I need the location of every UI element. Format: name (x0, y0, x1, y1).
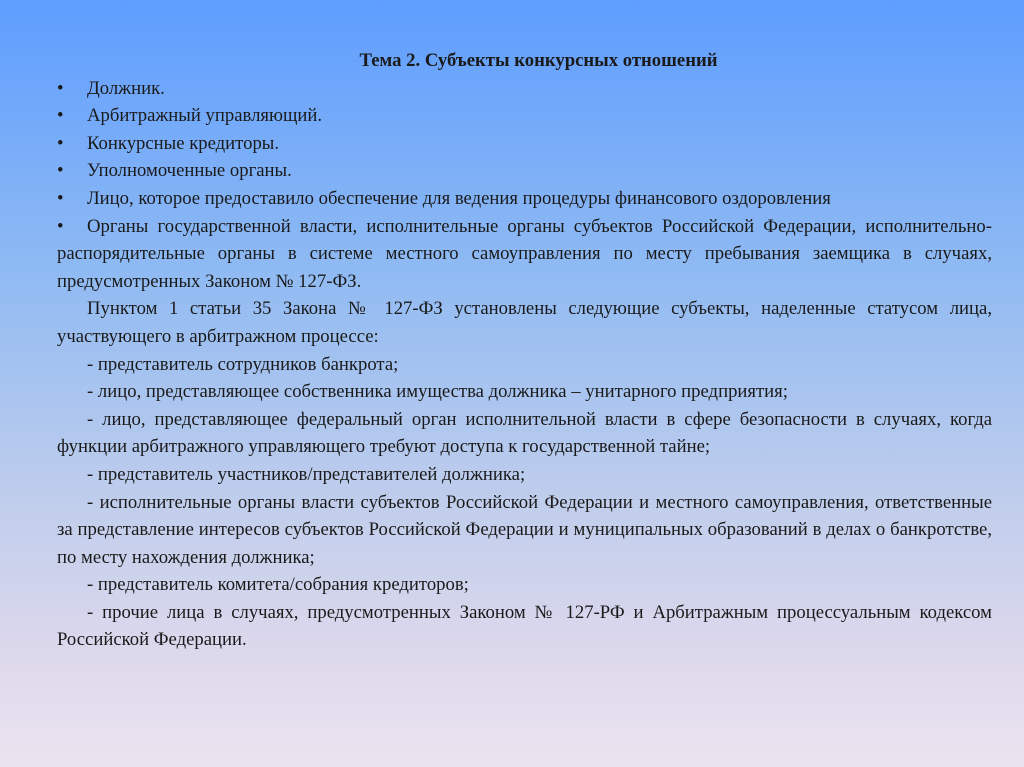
bullet-item-wrapped (57, 213, 992, 296)
dash-item: - лицо, представляющее федеральный орган исполнительной власти в сфере безопасности в случаях, когда функции арбитражного управляющего требуют доступа к государственной тайне; (57, 408, 992, 458)
dash-item: - лицо, представляющее собственника имущества должника – унитарного предприятия; (87, 381, 788, 403)
bullet-marker: • (57, 132, 64, 154)
bullet-text: Конкурсные кредиторы. (87, 132, 280, 154)
bullet-marker: • (57, 187, 64, 209)
slide-content (57, 47, 992, 654)
bullet-item (57, 102, 992, 130)
bullet-text: Органы государственной власти, исполнительные органы субъектов Российской Федерации, исполнительно-распорядительные органы в системе местного самоуправления по месту пребывания заемщика в случаях, предусмотренных Законом № 127-ФЗ. (57, 215, 992, 292)
dash-item: - представитель сотрудников банкрота; (87, 353, 399, 375)
bullet-item-wrapped (57, 185, 992, 213)
bullet-paragraph (57, 213, 992, 296)
bullet-item (57, 130, 992, 158)
bullet-text: Арбитражный управляющий. (87, 105, 323, 127)
intro-paragraph: Пунктом 1 статьи 35 Закона № 127-ФЗ установлены следующие субъекты, наделенные статусом лица, участвующего в арбитражном процессе: (57, 298, 992, 347)
bullet-marker: • (57, 215, 64, 237)
bullet-paragraph (57, 185, 992, 213)
bullet-marker: • (57, 160, 64, 182)
bullet-item (57, 75, 992, 103)
slide-title: Тема 2. Субъекты конкурсных отношений (359, 50, 718, 71)
dash-item: - представитель комитета/собрания кредиторов; (87, 574, 469, 596)
dash-item: - представитель участников/представителей должника; (87, 463, 526, 485)
bullet-item (57, 157, 992, 185)
bullet-text: Уполномоченные органы. (87, 160, 292, 182)
bullet-marker: • (57, 77, 64, 99)
bullet-marker: • (57, 105, 64, 127)
dash-item: - прочие лица в случаях, предусмотренных Законом № 127-РФ и Арбитражным процессуальным кодексом Российской Федерации. (57, 601, 992, 651)
bullet-text: Должник. (87, 77, 165, 99)
bullet-text: Лицо, которое предоставило обеспечение для ведения процедуры финансового оздоровления (87, 187, 831, 209)
dash-item: - исполнительные органы власти субъектов Российской Федерации и местного самоуправления, ответственные за представление интересов субъектов Российской Федерации и муниципальных образований в делах о банкротстве, по месту нахождения должника; (57, 491, 992, 568)
